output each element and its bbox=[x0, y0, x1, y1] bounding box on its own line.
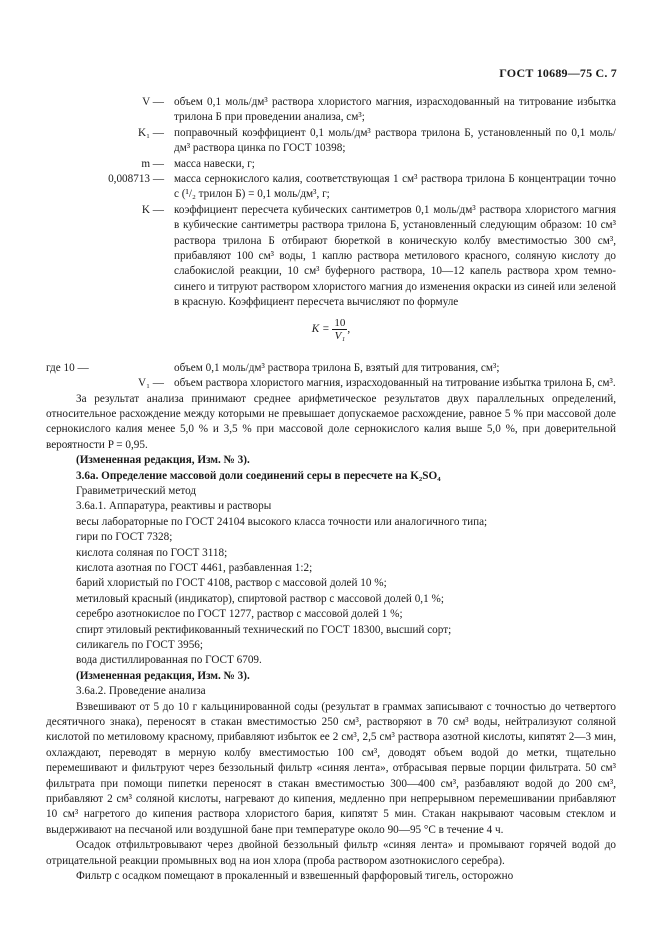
definition-text: объем 0,1 моль/дм³ раствора хлористого магния, израсходованный на титрование избытка трилона Б при проведении анализа, см³; bbox=[174, 96, 616, 124]
definition-symbol: m — bbox=[141, 157, 164, 170]
reagent-list bbox=[46, 515, 616, 669]
document-body bbox=[46, 95, 616, 885]
definition-symbol: K — bbox=[141, 203, 164, 216]
list-item: барий хлористый по ГОСТ 4108, раствор с массовой долей 10 %; bbox=[76, 577, 387, 590]
where-text: объем 0,1 моль/дм³ раствора трилона Б, взятый для титрования, см³; bbox=[174, 361, 500, 374]
paragraph-result: За результат анализа принимают среднее арифметическое результатов двух параллельных определений, относительное расхождение между которыми не превышает допускаемое расхождение, равное 5 % при массовой доле сернокислого калия менее 5,0 % и 3,5 % при массовой доле сернокислого калия выше 5,0 %, при доверительной вероятности P = 0,95. bbox=[46, 392, 616, 451]
formula-fraction bbox=[332, 317, 347, 342]
list-item: спирт этиловый ректификованный технический по ГОСТ 18300, высший сорт; bbox=[76, 623, 452, 636]
formula-lhs: K = bbox=[311, 322, 330, 335]
formula bbox=[46, 317, 616, 353]
edit-note: (Измененная редакция, Изм. № 3). bbox=[76, 669, 250, 682]
definition-symbol: V — bbox=[142, 96, 164, 108]
definition-symbol: V₁ — bbox=[138, 377, 164, 390]
definition-constant bbox=[46, 172, 616, 203]
subsection-title: 3.6а.1. Аппаратура, реактивы и растворы bbox=[76, 500, 272, 513]
formula-denominator: V₁ bbox=[334, 329, 346, 342]
list-item: кислота соляная по ГОСТ 3118; bbox=[76, 546, 228, 559]
paragraph-crucible: Фильтр с осадком помещают в прокаленный и взвешенный фарфоровый тигель, осторожно bbox=[76, 870, 514, 883]
definition-v1 bbox=[46, 376, 616, 391]
paragraph-filtering: Осадок отфильтровывают через двойной беззольный фильтр «синяя лента» и промывают горячей водой до отрицательной реакции промывных вод на ион хлора (проба раствором азотнокислого серебра). bbox=[46, 839, 616, 867]
definition-text: поправочный коэффициент 0,1 моль/дм³ раствора трилона Б, установленный по 0,1 моль/дм³ раствора цинка по ГОСТ 10398; bbox=[174, 126, 616, 155]
list-item: гири по ГОСТ 7328; bbox=[76, 531, 173, 544]
where-lead: где 10 — bbox=[46, 361, 89, 374]
paragraph-weighing: Взвешивают от 5 до 10 г кальцинированной соды (результат в граммах записывают с точностью до четвертого десятичного знака), переносят в стакан вместимостью 250 см³, растворяют в 70 см³ воды, нейтрализуют соляной кислотой по метиловому красному, прибавляют избыток ее 2 см³, 2,5 см³ раствора азотной кислоты, кипятят 2—3 мин, охлаждают, переводят в мерную колбу вместимостью 100 см³, доводят объем водой до метки, тщательно перемешивают и фильтруют через беззольный фильтр «синяя лента», отбрасывая первые порции фильтрата. 50 см³ фильтрата при помощи пипетки переносят в стакан вместимостью 300—400 см³, разбавляют водой до 200 см³, прибавляют 2 см³ соляной кислоты, нагревают до кипения, медленно при непрерывном перемешивании прибавляют 10 см³ нагретого до кипения раствора хлористого бария, кипятят 5 мин. Стакан накрывают часовым стеклом и выдерживают на песчаной или воздушной бане при температуре около 90—95 °С в течение 4 ч. bbox=[46, 700, 616, 836]
list-item: метиловый красный (индикатор), спиртовой раствор с массовой долей 0,1 %; bbox=[76, 592, 444, 605]
definition-text: коэффициент пересчета кубических сантиметров 0,1 моль/дм³ раствора хлористого магния в кубические сантиметры раствора трилона Б, установленный следующим образом: 10 см³ раствора трилона Б отбирают бюреткой в коническую колбу вместимостью 300 см³, прибавляют 100 см³ воды, 1 каплю раствора метилового красного, соляную кислоту до слабокислой реакции, 10 см³ буферного раствора, 10—12 капель раствора хром темно-синего и титруют раствором хлористого магния до изменения окраски из синей или зеленой в красную. Коэффициент пересчета вычисляют по формуле bbox=[174, 203, 616, 309]
edit-note: (Измененная редакция, Изм. № 3). bbox=[76, 454, 250, 467]
definition-text: объем раствора хлористого магния, израсходованный на титрование избытка трилона Б, см³. bbox=[174, 377, 616, 390]
list-item: весы лабораторные по ГОСТ 24104 высокого класса точности или аналогичного типа; bbox=[76, 515, 488, 528]
list-item: кислота азотная по ГОСТ 4461, разбавленная 1:2; bbox=[76, 561, 313, 574]
definition-v bbox=[46, 95, 616, 126]
definition-m bbox=[46, 157, 616, 172]
formula-numerator: 10 bbox=[334, 316, 346, 329]
formula-tail: , bbox=[347, 322, 351, 335]
list-item: силикагель по ГОСТ 3956; bbox=[76, 639, 204, 651]
subsection-title: 3.6а.2. Проведение анализа bbox=[76, 685, 206, 698]
list-item: вода дистиллированная по ГОСТ 6709. bbox=[76, 654, 262, 667]
definition-text: масса сернокислого калия, соответствующая 1 см³ раствора трилона Б концентрации точно c (¹/₂ трилон Б) = 0,1 моль/дм³, г; bbox=[174, 173, 616, 201]
formula-expression bbox=[312, 317, 350, 342]
page-header: ГОСТ 10689—75 С. 7 bbox=[499, 66, 617, 80]
method-label: Гравиметрический метод bbox=[76, 484, 197, 497]
definition-k1 bbox=[46, 126, 616, 157]
section-title: 3.6а. Определение массовой доли соединений серы в пересчете на K₂SO₄ bbox=[76, 469, 441, 482]
definition-symbol: K₁ — bbox=[138, 126, 164, 139]
definition-k bbox=[46, 203, 616, 311]
where-clause bbox=[46, 361, 616, 376]
definition-text: масса навески, г; bbox=[174, 157, 255, 170]
list-item: серебро азотнокислое по ГОСТ 1277, раствор с массовой долей 1 %; bbox=[76, 608, 403, 621]
definition-symbol: 0,008713 — bbox=[108, 173, 164, 186]
